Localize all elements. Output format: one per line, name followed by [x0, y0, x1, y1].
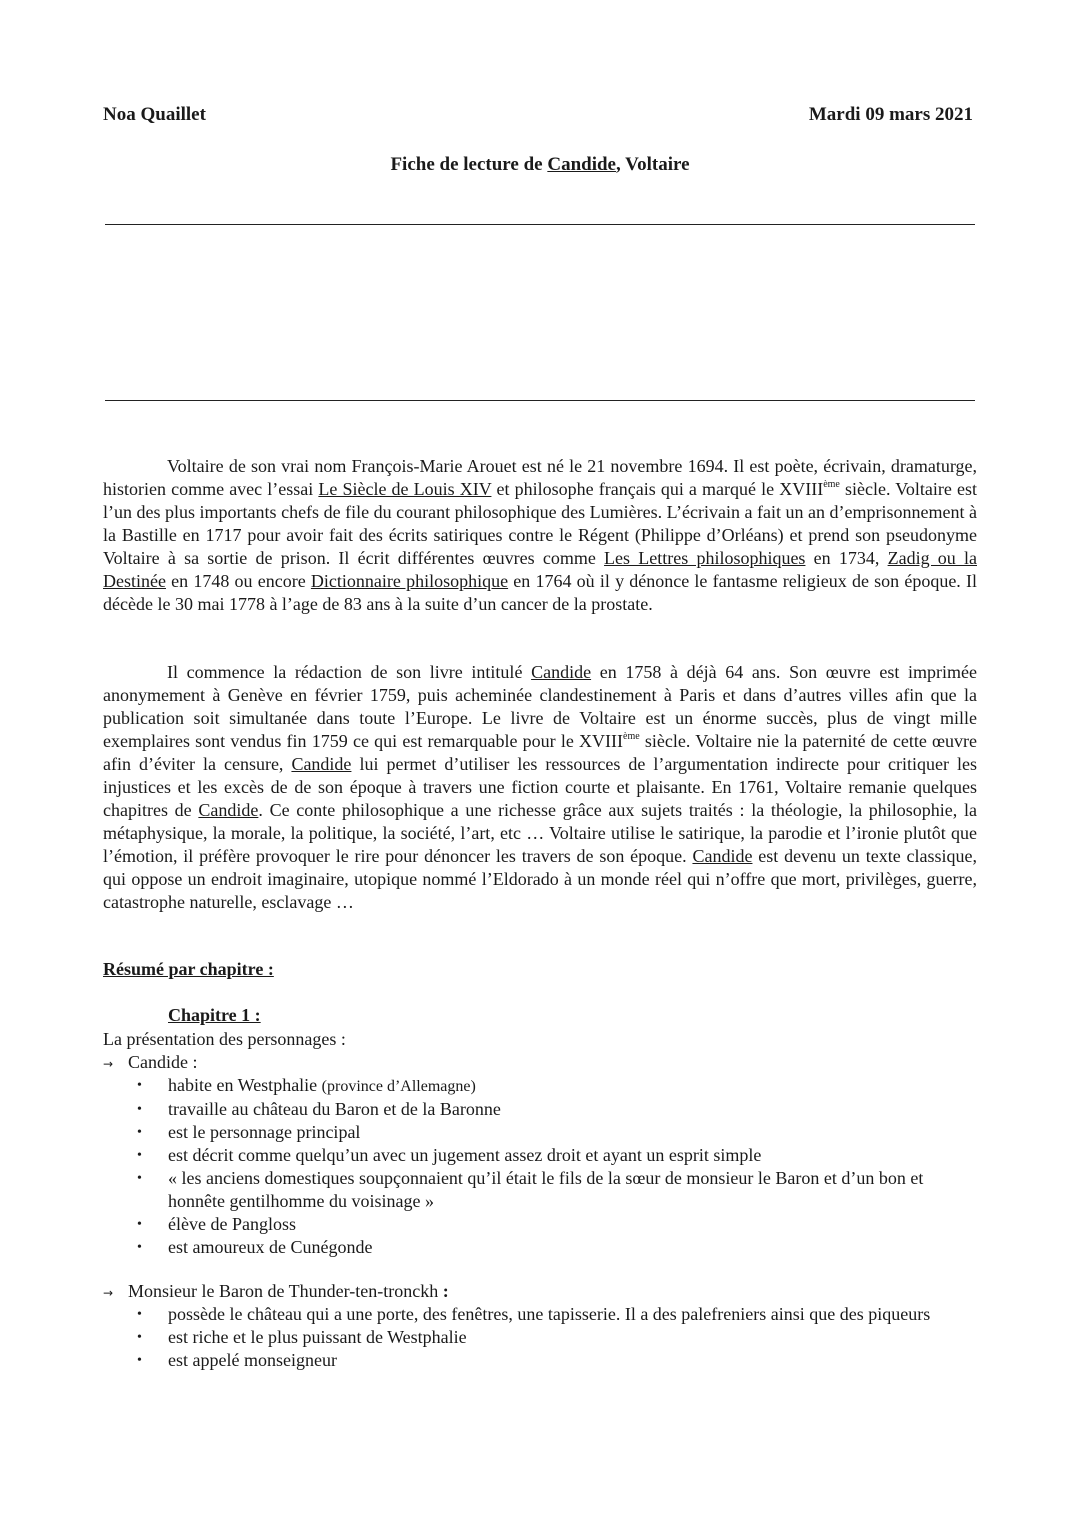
bottom-divider: [105, 400, 975, 401]
list-item: [103, 1213, 977, 1236]
list-item: [103, 1144, 977, 1167]
list-item-text: « les anciens domestiques soupçonnaient qu’il était le fils de la sœur de monsieur le Baron et d’un bon et honnête gentilhomme du voisinage »: [168, 1168, 924, 1211]
candide-traits-list: [103, 1074, 977, 1259]
chapter-heading: Chapitre 1 :: [168, 1005, 261, 1025]
list-item-text: est amoureux de Cunégonde: [168, 1237, 373, 1257]
text-run: en 1758 à déjà 64 ans. Son œuvre est imprimée anonymement à Genève en février 1759, puis acheminée clandestinement à Paris et dans d’autres villes afin que la publication soit simultanée dans toute l’Europe. Le livre de Voltaire est un énorme succès, plus de vingt mille exemplaires sont vendus fin 1759 ce qui est remarquable pour le XVIII: [103, 662, 977, 751]
list-item: [103, 1167, 977, 1213]
work-title: Zadig ou la Destinée: [103, 548, 977, 591]
list-item-text: habite en Westphalie: [168, 1075, 322, 1095]
list-item-note: (province d’Allemagne): [321, 1078, 476, 1095]
bullet-icon: •: [137, 1353, 142, 1368]
arrow-icon: →: [103, 1057, 114, 1071]
candide-label-line: [103, 1051, 198, 1076]
text-run: en 1748 ou encore: [165, 571, 311, 591]
title-suffix: , Voltaire: [615, 154, 690, 175]
list-item-text: possède le château qui a une porte, des fenêtres, une tapisserie. Il a des palefreniers ainsi que des piqueurs: [168, 1304, 931, 1324]
arrow-icon: →: [103, 1286, 114, 1300]
bullet-icon: •: [137, 1240, 142, 1255]
list-item-text: est riche et le plus puissant de Westphalie: [168, 1327, 467, 1347]
text-run: siècle. Voltaire nie la paternité de cette œuvre afin d’éviter la censure,: [103, 731, 977, 774]
bullet-icon: •: [137, 1307, 142, 1322]
author-name: Noa Quaillet: [103, 104, 206, 125]
candide-label: Candide :: [128, 1052, 198, 1072]
list-item-text: est décrit comme quelqu’un avec un jugement assez droit et ayant un esprit simple: [168, 1145, 762, 1165]
document-date: Mardi 09 mars 2021: [808, 104, 973, 125]
work-title: Candide: [531, 662, 592, 682]
text-run: lui permet d’utiliser les ressources de l’argumentation indirecte pour critiquer les injustices et les excès de de son époque à travers une fiction courte et plaisante. En 1761, Voltaire remanie quelques chapitres de: [103, 754, 977, 820]
work-title: Candide: [692, 846, 753, 866]
title-book: Candide: [547, 154, 616, 175]
list-item-text: travaille au château du Baron et de la Baronne: [168, 1099, 501, 1119]
work-title: Les Lettres philosophiques: [604, 548, 806, 568]
superscript: ème: [823, 479, 840, 490]
baron-colon: :: [442, 1281, 449, 1301]
superscript: ème: [623, 731, 640, 742]
list-item-text: est appelé monseigneur: [168, 1350, 337, 1370]
baron-label-line: [103, 1280, 449, 1305]
list-item: [103, 1303, 977, 1326]
list-item-text: élève de Pangloss: [168, 1214, 296, 1234]
text-run: en 1734,: [805, 548, 888, 568]
text-run: et philosophe français qui a marqué le XVIII: [491, 479, 824, 499]
intro-paragraph-2: [103, 661, 977, 914]
bullet-icon: •: [137, 1330, 142, 1345]
text-run: en 1764 où il y dénonce le fantasme religieux de son époque. Il décède le 30 mai 1778 à l’age de 83 ans à la suite d’un cancer de la prostate.: [103, 571, 977, 614]
summary-heading: Résumé par chapitre :: [103, 959, 274, 979]
list-item: [103, 1236, 977, 1259]
top-divider: [105, 224, 975, 225]
baron-label: Monsieur le Baron de Thunder-ten-tronckh: [128, 1281, 443, 1301]
bullet-icon: •: [137, 1078, 142, 1093]
work-title: Candide: [198, 800, 259, 820]
text-run: siècle. Voltaire est l’un des plus importants chefs de file du courant philosophique des Lumières. L’écrivain a fait un an d’emprisonnement à la Bastille en 1717 pour avoir fait des écrits satiriques contre le Régent (Philippe d’Orléans) et prend son pseudonyme Voltaire à sa sortie de prison. Il écrit différentes œuvres comme: [103, 479, 977, 568]
list-item: [103, 1074, 977, 1098]
bullet-icon: •: [137, 1148, 142, 1163]
text-run: . Ce conte philosophique a une richesse grâce aux sujets traités : la théologie, la philosophie, la métaphysique, la morale, la politique, la société, l’art, etc … Voltaire utilise le satirique, la parodie et l’ironie plutôt que l’émotion, il préfère provoquer le rire pour dénoncer les travers de son époque.: [103, 800, 977, 866]
work-title: Dictionnaire philosophique: [310, 571, 509, 591]
bullet-icon: •: [137, 1171, 142, 1186]
text-run: Il commence la rédaction de son livre intitulé: [167, 662, 532, 682]
bullet-icon: •: [137, 1125, 142, 1140]
intro-paragraph-1: [103, 455, 977, 616]
work-title: Candide: [291, 754, 352, 774]
list-item: [103, 1098, 977, 1121]
list-item: [103, 1349, 977, 1372]
list-item: [103, 1326, 977, 1349]
text-run: Voltaire de son vrai nom François-Marie Arouet est né le 21 novembre 1694. Il est poète, écrivain, dramaturge, historien comme avec l’essai: [103, 456, 977, 499]
bullet-icon: •: [137, 1217, 142, 1232]
page-title: [0, 154, 1080, 176]
bullet-icon: •: [137, 1102, 142, 1117]
title-prefix: Fiche de lecture de: [390, 154, 548, 175]
list-item: [103, 1121, 977, 1144]
text-run: est devenu un texte classique, qui oppose un endroit imaginaire, utopique nommé l’Eldorado à un monde réel qui n’offre que mort, privilèges, guerre, catastrophe naturelle, esclavage …: [103, 846, 977, 912]
work-title: Le Siècle de Louis XIV: [318, 479, 492, 499]
list-item-text: est le personnage principal: [168, 1122, 361, 1142]
baron-traits-list: [103, 1303, 977, 1372]
presentation-line: La présentation des personnages :: [103, 1029, 346, 1049]
